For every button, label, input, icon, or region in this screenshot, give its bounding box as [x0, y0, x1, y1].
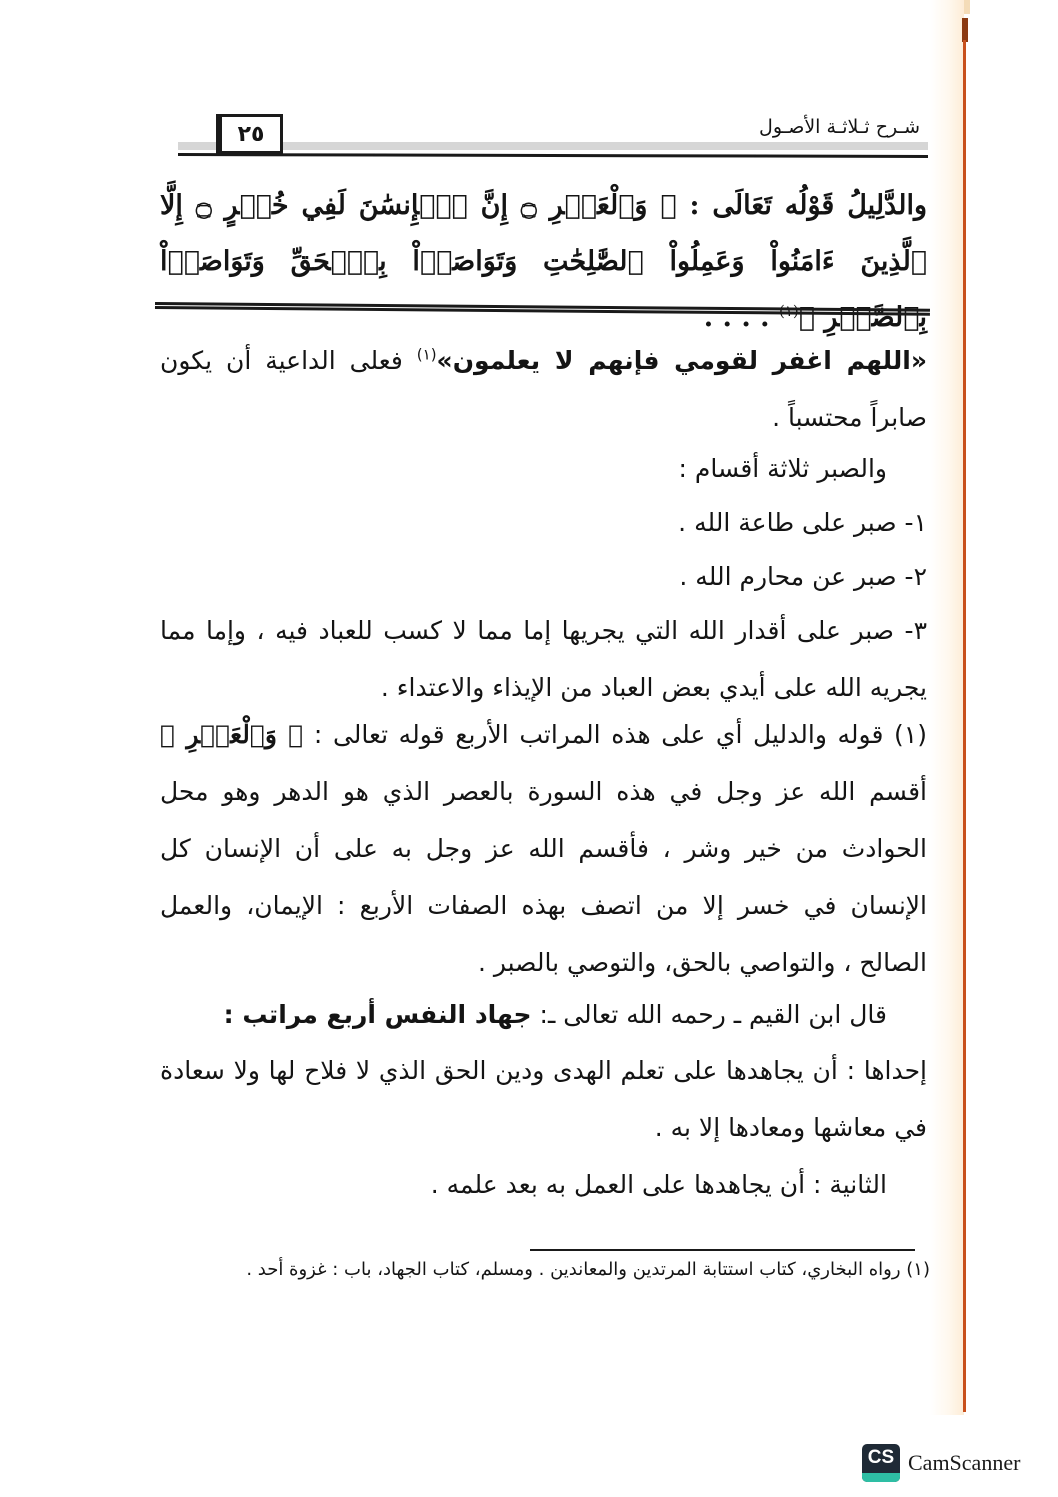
matn-text — [160, 178, 927, 346]
first-rank-paragraph: إحداها : أن يجاهدها على تعلم الهدى ودين الحق الذي لا فلاح لها ولا سعادة في معاشها ومعادها إلا به . — [160, 1056, 927, 1142]
footnote: (١) رواه البخاري، كتاب استتابة المرتدين والمعاندين . ومسلم، كتاب الجهاد، باب : غزوة أحد . — [246, 1259, 930, 1280]
ibn-qayyim-quote — [160, 986, 927, 1043]
matn-footnote-ref: (١) — [778, 302, 799, 320]
commentary-rest: أقسم الله عز وجل في هذه السورة بالعصر الذي هو الدهر وهو محل الحوادث من خير وشر ، فأقسم الله عز وجل به على أن الإنسان كل الإنسان في خسر إلا من اتصف بهذه الصفات الأربع : الإيمان، والعمل الصالح ، والتواصي بالحق، والتوصي بالصبر . — [160, 777, 927, 977]
sabr-intro: والصبر ثلاثة أقسام : — [678, 454, 887, 483]
binding-edge-mark — [962, 18, 968, 42]
footnote-rule — [530, 1249, 915, 1251]
camscanner-watermark — [862, 1441, 1020, 1485]
ibn-qayyim-lead: قال ابن القيم ـ رحمه الله تعالى ـ: — [531, 1000, 887, 1029]
second-rank-paragraph: الثانية : أن يجاهدها على العمل به بعد علمه . — [430, 1170, 887, 1199]
camscanner-logo-text: CS — [867, 1447, 895, 1468]
commentary-verse: ﴿ وَٱلْعَصۡرِ ﴾ — [160, 720, 304, 749]
hadith-quote: «اللهم اغفر لقومي فإنهم لا يعلمون» — [436, 346, 927, 375]
camscanner-logo-icon — [862, 1444, 900, 1482]
matn-verse: ﴿ وَٱلْعَصۡرِ ۝ إِنَّ ٱلۡإِنسَٰنَ لَفِي خُسۡرٍ ۝ إِلَّا ٱلَّذِينَ ءَامَنُواْ وَعَمِلُواْ ٱلصَّٰلِحَٰتِ وَتَوَاصَوۡاْ بِٱلۡحَقِّ وَتَوَاصَوۡاْ بِٱلصَّبۡرِ ﴾ — [160, 190, 927, 333]
camscanner-name: CamScanner — [908, 1450, 1021, 1475]
paragraph-rest: فعلى الداعية أن يكون صابراً محتسباً . — [160, 346, 927, 432]
running-title: شـرح ثـلاثـة الأصـول — [753, 116, 920, 138]
camscanner-logo-stripe — [862, 1473, 900, 1482]
matn-trailing-dots: . . . . — [703, 302, 779, 333]
page-number: ٢٥ — [216, 114, 283, 154]
matn-lead: والدَّلِيلُ قَوْلُه تَعَالَى : — [689, 190, 927, 221]
list-item: ٢- صبر عن محارم الله . — [679, 562, 927, 591]
commentary-marker: (١) — [894, 720, 927, 749]
commentary-lead: قوله والدليل أي على هذه المراتب الأربع قوله تعالى : — [303, 720, 895, 749]
page-header — [168, 112, 928, 162]
list-item: ٣- صبر على أقدار الله التي يجريها إما مما لا كسب للعباد فيه ، وإما مما يجريه الله على أيدي بعض العباد من الإيذاء والاعتداء . — [160, 616, 927, 702]
binding-edge-line — [963, 40, 966, 1412]
header-band — [178, 142, 928, 150]
ibn-qayyim-heading: جهاد النفس أربع مراتب : — [223, 1000, 532, 1029]
commentary-paragraph — [160, 706, 927, 991]
paragraph-patience-dua — [160, 332, 927, 446]
page-edge-shading — [930, 0, 964, 1415]
header-rule — [178, 153, 928, 158]
list-item: ١- صبر على طاعة الله . — [678, 508, 927, 537]
hadith-footnote-ref: (١) — [416, 345, 437, 364]
